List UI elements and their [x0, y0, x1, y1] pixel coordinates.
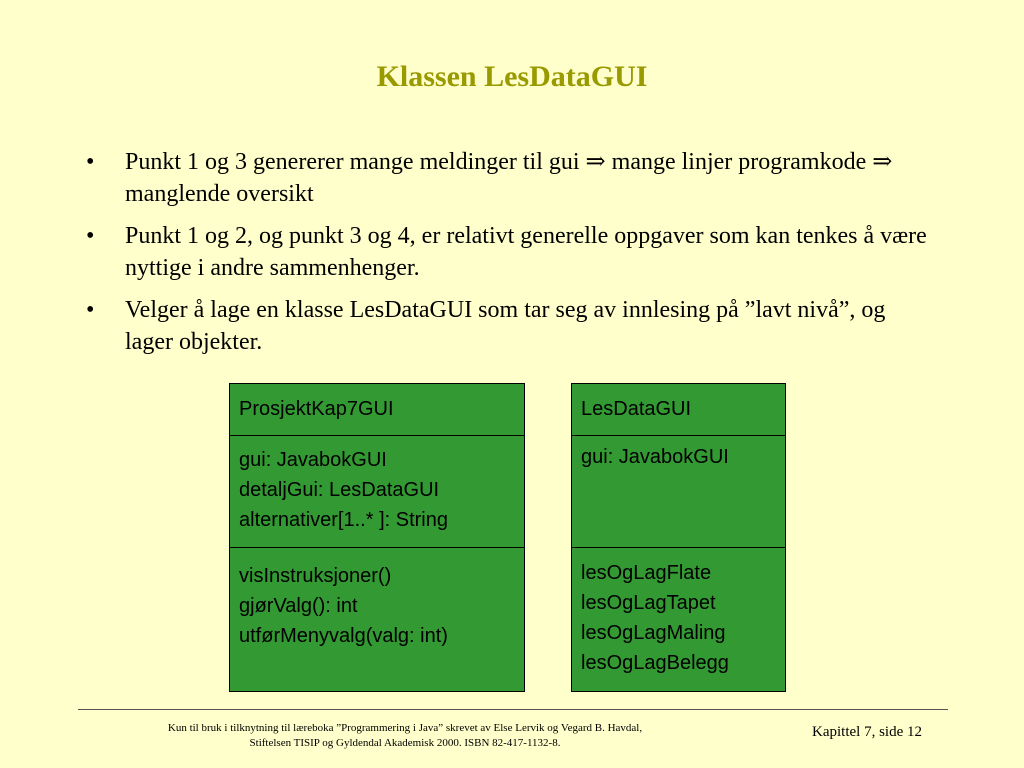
- bullet-list: [86, 146, 936, 368]
- footer-credit: [100, 721, 710, 751]
- uml-class-lesdatagui: [571, 383, 786, 692]
- bullet-item: [86, 294, 936, 358]
- footer-credit-line: Stiftelsen TISIP og Gyldendal Akademisk 2000. ISBN 82-417-1132-8.: [249, 737, 561, 749]
- uml-method: lesOgLagFlate: [581, 562, 712, 584]
- footer-divider: [78, 709, 948, 710]
- uml-attribute: gui: JavabokGUI: [581, 446, 729, 468]
- bullet-text: Velger å lage en klasse LesDataGUI som tar seg av innlesing på ”lavt nivå”, og lager objekter.: [125, 297, 886, 355]
- uml-attributes-section: [230, 436, 524, 548]
- uml-methods-section: [230, 548, 524, 691]
- uml-method: visInstruksjoner(): [239, 565, 392, 587]
- bullet-icon: •: [86, 149, 95, 175]
- bullet-text: Punkt 1 og 3 genererer mange meldinger til gui ⇒ mange linjer programkode ⇒ manglende oversikt: [125, 149, 893, 207]
- uml-attributes-section: [572, 436, 785, 548]
- uml-attribute: detaljGui: LesDataGUI: [239, 479, 440, 501]
- bullet-item: [86, 146, 936, 210]
- slide-title: Klassen LesDataGUI: [376, 60, 648, 93]
- uml-method: lesOgLagBelegg: [581, 652, 729, 674]
- uml-attribute: alternativer[1..* ]: String: [239, 509, 448, 531]
- uml-methods-section: [572, 548, 785, 691]
- uml-class-name-section: [230, 384, 524, 436]
- bullet-icon: •: [86, 223, 95, 249]
- bullet-icon: •: [86, 297, 95, 323]
- uml-attribute: gui: JavabokGUI: [239, 449, 387, 471]
- uml-method: gjørValg(): int: [239, 595, 358, 617]
- uml-method: lesOgLagMaling: [581, 622, 726, 644]
- footer-credit-line: Kun til bruk i tilknytning til læreboka ”Programmering i Java” skrevet av Else Lervik og Vegard B. Havdal,: [167, 722, 643, 734]
- uml-class-name: LesDataGUI: [581, 398, 692, 420]
- page-number: Kapittel 7, side 12: [812, 724, 922, 740]
- uml-class-name-section: [572, 384, 785, 436]
- uml-class-prosjektkap7gui: [229, 383, 525, 692]
- bullet-item: [86, 220, 936, 284]
- uml-method: lesOgLagTapet: [581, 592, 716, 614]
- uml-class-name: ProsjektKap7GUI: [239, 398, 394, 420]
- bullet-text: Punkt 1 og 2, og punkt 3 og 4, er relativt generelle oppgaver som kan tenkes å være nyttige i andre sammenhenger.: [125, 223, 927, 281]
- uml-method: utførMenyvalg(valg: int): [239, 625, 448, 647]
